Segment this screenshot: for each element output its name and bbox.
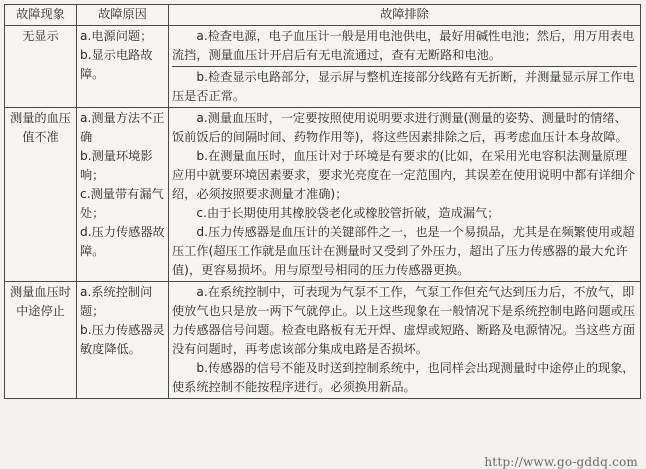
fix-item: a.检查电源，电子血压计一般是用电池供电，最好用碱性电池；然后，用万用表电流挡，测量血压计开启后有无电流通过，查有无断路和电池。	[172, 29, 635, 62]
table-row	[5, 26, 641, 108]
fault-table	[4, 4, 641, 399]
cause-cell	[77, 26, 169, 108]
watermark-url: http://www.go-gddq.com	[484, 455, 638, 469]
header-cause: 故障原因	[77, 5, 169, 26]
fix-cell	[169, 26, 641, 108]
cause-item: b.显示电路故障。	[80, 48, 153, 81]
cause-item: b.测量环境影响；	[80, 149, 153, 182]
fix-cell	[169, 282, 641, 399]
cause-item: a.电源问题；	[80, 29, 153, 43]
cause-cell	[77, 108, 169, 282]
table-header-row	[5, 5, 641, 26]
fix-item: d.压力传感器是血压计的关键部件之一，也是一个易损品，尤其是在频繁使用或超压工作(超压工作就是血压计在测量时又受到了外压力，超出了压力传感器的最大允许值)，更容易损坏。用与原型号相同的压力传感器更换。	[172, 225, 635, 277]
phenomenon-cell: 测量血压时中途停止	[5, 282, 77, 399]
phenomenon-cell: 无显示	[5, 26, 77, 108]
table-row	[5, 282, 641, 399]
fix-item: b.检查显示电路部分，显示屏与整机连接部分线路有无折断，并测量显示屏工作电压是否正常。	[172, 66, 637, 106]
fix-item: b.在测量血压时，血压计对于环境是有要求的(比如，在采用光电容积法测量原理应用中就要环境因素要求，要求光亮度在一定范围内，其误差在使用说明中都有详细介绍，必须按照要求测量才准确)；	[172, 149, 636, 201]
header-phenomenon: 故障现象	[5, 5, 77, 26]
cause-cell	[77, 282, 169, 399]
cause-item: d.压力传感器故障。	[80, 225, 165, 258]
fix-item: a.在系统控制中，可表现为气泵不工作，气泵工作但充气达到压力后，不放气，即使放气也只是放一两下气就停止。以上这些现象在一般情况下是系统控制电路问题或压力传感器信号问题。检查电路板有无开焊、虚焊或短路、断路及电源情况。当这些方面没有问题时，再考虑该部分集成电路是否损坏。	[172, 285, 636, 356]
cause-item: a.系统控制问题；	[80, 285, 153, 318]
cause-item: c.测量带有漏气处；	[80, 187, 164, 220]
fix-item: c.由于长期使用其橡胶袋老化或橡胶管折破，造成漏气；	[196, 206, 500, 220]
header-fix: 故障排除	[169, 5, 641, 26]
fix-cell	[169, 108, 641, 282]
cause-item: a.测量方法不正确	[80, 111, 165, 144]
fix-item: b.传感器的信号不能及时送到控制系统中，也同样会出现测量时中途停止的现象，使系统控制不能按程序进行。必须换用新品。	[172, 361, 635, 394]
cause-item: b.压力传感器灵敏度降低。	[80, 323, 165, 356]
table-row	[5, 108, 641, 282]
fix-item: a.测量血压时，一定要按照使用说明要求进行测量(测量的姿势、测量时的情绪、饭前饭后的间隔时间、药物作用等)，将这些因素排除之后，再考虑血压计本身故障。	[172, 111, 628, 144]
phenomenon-cell: 测量的血压值不准	[5, 108, 77, 282]
